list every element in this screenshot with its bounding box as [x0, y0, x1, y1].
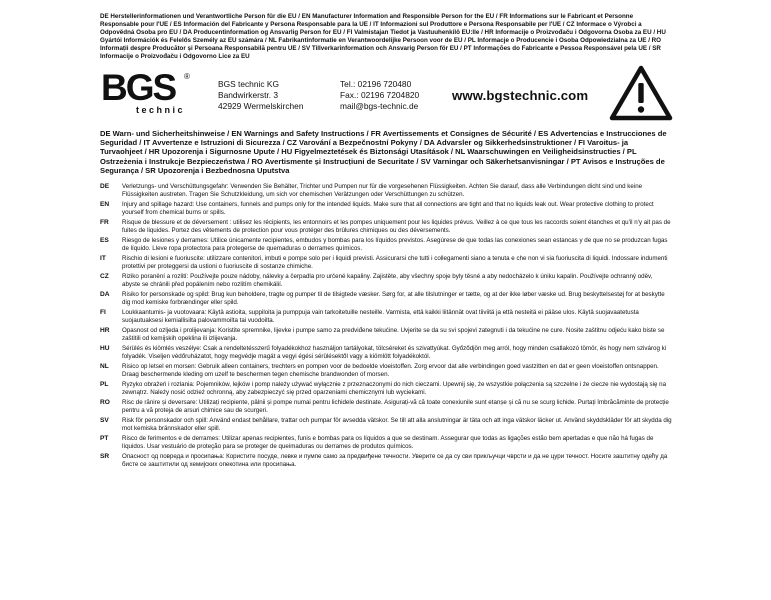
warning-text: Sérülés és kiömlés veszélye: Csak a rendeltetésszerű folyadékokhoz használjon tartályokat, tölcséreket és szivattyúkat. Győződjön meg arról, hogy minden csatlakozó tömör, és hogy nem szivárog ki folyadék. Viseljen védőruházatot, hogy megvédje magát a vegyi égési sérülésektől vagy a kiömlött folyadékoktól.	[122, 345, 667, 360]
warning-item-cz	[100, 273, 672, 289]
warning-item-sv	[100, 417, 672, 433]
warning-text: Risk för personskador och spill: Använd endast behållare, trattar och pumpar för avsedda vätskor. Se till att alla anslutningar är täta och att inga vätskor läcker ut. Använd skyddskläder för att skydda dig mot kemiska brännskador eller spill.	[122, 417, 672, 432]
fax: Fax.: 02196 7204820	[340, 90, 420, 101]
warning-item-fi	[100, 309, 672, 325]
warnings-heading: DE Warn- und Sicherheitshinweise / EN Warnings and Safety Instructions / FR Avertissements et Consignes de Sécurité / ES Advertencias e Instrucciones de Seguridad / IT Avvertenze e Istruzioni di Sicurezza / CZ Varování a Bezpečnostní Pokyny / DA Advarsler og Sikkerhedsinstruktioner / FI Varoitus- ja Turvaohjeet / HR Upozorenja i Sigurnosne Upute / HU Figyelmeztetések és Biztonsági Utasítások / NL Waarschuwingen en Veiligheidsinstructies / PL Ostrzeżenia i Instrukcje Bezpieczeństwa / RO Avertismente și Instrucțiuni de Securitate / SV Varningar och Säkerhetsanvisningar / PT Avisos e Instruções de Segurança / SR Upozorenja i Bezbednosna Uputstva	[100, 129, 667, 175]
logo-text: BGS	[101, 69, 176, 108]
city-address: 42929 Wermelskirchen	[218, 101, 304, 112]
warning-item-it	[100, 255, 672, 271]
street-address: Bandwirkerstr. 3	[218, 90, 279, 101]
language-code: DE	[100, 183, 110, 191]
telephone: Tel.: 02196 720480	[340, 79, 412, 89]
bgs-technic-logo	[100, 69, 196, 115]
warning-text: Опасност од повреда и просипања: Користите посуде, левке и пумпе само за предвиђене течности. Уверите се да су сви прикључци чврсти и да не цури течност. Носите заштитну одећу да бисте се заштитили од хемијских опекотина или просипања.	[122, 453, 668, 468]
logo-subtext: technic	[136, 105, 186, 115]
warning-item-en	[100, 201, 672, 217]
warning-text: Risc de rănire și deversare: Utilizați recipiente, pâlnii și pompe numai pentru lichidele destinate. Asigurați-vă că toate conexiunile sunt etanșe și că nu se scurg lichide. Purtați îmbrăcăminte de protecție pentru a vă proteja de arsuri chimice sau de scurgeri.	[122, 399, 669, 414]
warning-item-da	[100, 291, 672, 307]
warning-list	[100, 183, 672, 469]
warning-item-hu	[100, 345, 672, 361]
website-url: www.bgstechnic.com	[452, 88, 589, 103]
email: mail@bgs-technic.de	[340, 101, 419, 112]
warning-item-es	[100, 237, 672, 253]
warning-text: Verletzungs- und Verschüttungsgefahr: Verwenden Sie Behälter, Trichter und Pumpen nur für die vorgesehenen Flüssigkeiten. Achten Sie darauf, dass alle Verbindungen dicht sind und keine Flüssigkeiten austreten. Tragen Sie Schutzkleidung, um sich vor chemischen Verätzungen oder Verschüttungen zu schützen.	[122, 183, 643, 198]
language-code: CZ	[100, 273, 109, 281]
language-code: DA	[100, 291, 110, 299]
warning-text: Rischio di lesioni e fuoriuscite: utilizzare contenitori, imbuti e pompe solo per i liquidi previsti. Assicurarsi che tutti i collegamenti siano a tenuta e che non vi sia fuoriuscita di liquidi. Indossare indumenti protettivi per proteggersi da ustioni o fuoriuscite di sostanze chimiche.	[122, 255, 668, 270]
warning-text: Risiko for personskade og spild: Brug kun beholdere, tragte og pumper til de tilsigtede væsker. Sørg for, at alle tilslutninger er tætte, og at der ikke løber væske ud. Brug beskyttelsestøj for at beskytte dig mod kemiske forbrændinger eller spild.	[122, 291, 665, 306]
warning-text: Risco de ferimentos e de derrames: Utilizar apenas recipientes, funis e bombas para os líquidos a que se destinam. Assegurar que todas as ligações estão bem apertadas e que não há fugas de líquidos. Usar vestuário de proteção para se proteger de queimaduras ou derrames de produtos químicos.	[122, 435, 654, 450]
language-code: SV	[100, 417, 109, 425]
language-code: HU	[100, 345, 110, 353]
warning-item-pl	[100, 381, 672, 397]
warning-text: Riesgo de lesiones y derrames: Utilice únicamente recipientes, embudos y bombas para los líquidos previstos. Asegúrese de que todas las conexiones sean estancas y de que no se produzcan fugas de líquido. Lleve ropa protectora para protegerse de quemaduras o derrames químicos.	[122, 237, 668, 252]
language-code: ES	[100, 237, 109, 245]
warning-item-nl	[100, 363, 672, 379]
warning-text: Risico op letsel en morsen: Gebruik alleen containers, trechters en pompen voor de bedoelde vloeistoffen. Zorg ervoor dat alle verbindingen goed vastzitten en dat er geen vloeistoffen ontsnappen. Draag beschermende kleding om uzelf te beschermen tegen chemische brandwonden of morsen.	[122, 363, 659, 378]
warning-text: Loukkaantumis- ja vuotovaara: Käytä astioita, suppiloita ja pumppuja vain tarkoitetuille nesteille. Varmista, että kaikki liitännät ovat tiiviitä ja että nesteitä ei pääse ulos. Käytä suojavaatetusta suojautuaksesi kemiallisilta palovammoilta tai vuodoilta.	[122, 309, 639, 324]
language-code: PL	[100, 381, 109, 389]
warning-text: Ryzyko obrażeń i rozlania: Pojemników, lejków i pomp należy używać wyłącznie z przeznaczonymi do nich cieczami. Upewnij się, że wszystkie połączenia są szczelne i że ciecze nie wydostają się na zewnątrz. Należy nosić odzież ochronną, aby zabezpieczyć się przed oparzeniami chemicznymi lub wyciekami.	[122, 381, 667, 396]
manufacturer-info-heading: DE Herstellerinformationen und Verantwortliche Person für die EU / EN Manufacturer Information and Responsible Person for the EU / FR Informations sur le Fabricant et Personne Responsable pour l'UE / ES Información del Fabricante y Persona Responsable para la UE / IT Informazioni sul Produttore e Persona Responsabile per l'UE / CZ Informace o Výrobci a Odpovědná Osoba pro EU / DA Producentinformation og Ansvarlig Person for EU / FI Valmistajan Tiedot ja Vastuuhenkilö EU:lle / HR Informacije o Proizvođaču i Odgovorna Osoba za EU / HU Gyártói Információk és Felelős Személy az EU számára / NL Fabrikantinformatie en Verantwoordelijke Persoon voor de EU / PL Informacje o Producencie i Osoba Odpowiedzialna za UE / RO Informații despre Producător și Persoana Responsabilă pentru UE / SV Tillverkarinformation och Ansvarig Person för EU / PT Informações do Fabricante e Pessoa Responsável pela UE / SR Informacije o Proizvođaču i Odgovorno Lice za EU	[100, 13, 666, 60]
warning-text: Risque de blessure et de déversement : utilisez les récipients, les entonnoirs et les pompes uniquement pour les liquides prévus. Veillez à ce que tous les raccords soient étanches et qu'il n'y ait pas de fuites de liquides. Portez des vêtements de protection pour vous protéger des brûlures chimiques ou des déversements.	[122, 219, 671, 234]
logo-registered-mark: ®	[184, 72, 190, 81]
warning-text: Opasnost od ozljeda i prolijevanja: Koristite spremnike, lijevke i pumpe samo za predviđene tekućine. Uvjerite se da su svi spojevi zategnuti i da tekućine ne cure. Nosite zaštitnu odjeću kako biste se zaštitili od kemijskih opeklina ili izlijevanja.	[122, 327, 665, 342]
language-code: IT	[100, 255, 106, 263]
language-code: HR	[100, 327, 110, 335]
language-code: PT	[100, 435, 109, 443]
company-name: BGS technic KG	[218, 79, 279, 89]
address-column	[218, 79, 304, 113]
warning-text: Riziko poranění a rozlití: Používejte pouze nádoby, nálevky a čerpadla pro určené kapaliny. Zajistěte, aby všechny spoje byly těsné a aby nedocházelo k úniku kapalin. Používejte ochranný oděv, abyste se chránili před popálením nebo rozlitím chemikálií.	[122, 273, 653, 288]
warning-item-fr	[100, 219, 672, 235]
language-code: RO	[100, 399, 110, 407]
contact-block	[100, 65, 672, 125]
warning-text: Injury and spillage hazard: Use containers, funnels and pumps only for the intended liquids. Make sure that all connections are tight and that no liquids leak out. Wear protective clothing to protect yourself from chemical burns or spills.	[122, 201, 654, 216]
language-code: FR	[100, 219, 109, 227]
phone-column	[340, 79, 419, 113]
document-page	[100, 13, 672, 471]
language-code: NL	[100, 363, 109, 371]
warning-item-hr	[100, 327, 672, 343]
warning-item-ro	[100, 399, 672, 415]
language-code: FI	[100, 309, 106, 317]
warning-item-pt	[100, 435, 672, 451]
language-code: EN	[100, 201, 110, 209]
warning-item-sr	[100, 453, 672, 469]
language-code: SR	[100, 453, 110, 461]
warning-triangle-icon	[609, 65, 673, 121]
warning-item-de	[100, 183, 672, 199]
